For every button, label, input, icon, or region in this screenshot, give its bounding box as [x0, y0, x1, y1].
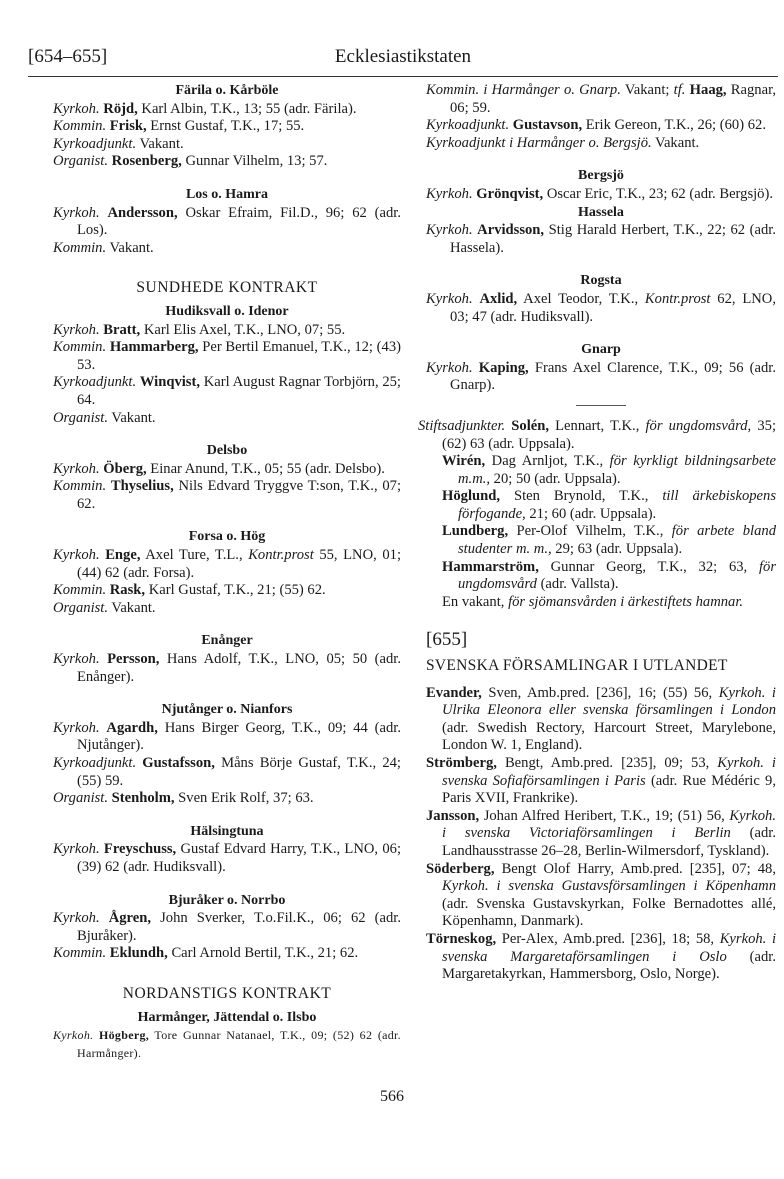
entry: [426, 291, 776, 326]
entry-list: [426, 685, 776, 984]
entry-list: [426, 360, 776, 395]
entry-list: [53, 720, 401, 808]
entry-text: Lennart, T.K.,: [549, 417, 646, 434]
person-name: Eklundh,: [109, 945, 168, 962]
entry-text: Ernst Gustaf, T.K., 17; 55.: [146, 118, 305, 135]
person-name: Hammarberg,: [109, 339, 199, 356]
entry-text: Vakant;: [620, 82, 674, 98]
entry-text: Vakant.: [106, 239, 154, 256]
entry-list: [426, 186, 776, 204]
role-label: Kyrkoadjunkt.: [426, 117, 510, 134]
entry: [426, 82, 776, 117]
entry-list: [53, 910, 401, 963]
person-name: Höglund,: [442, 488, 500, 505]
page-range: [654–655]: [28, 46, 108, 67]
role-label: Kyrkoadjunkt.: [53, 135, 137, 152]
entry-text: Stig Harald Herbert, T.K., 22; 62 (adr. Hassela).: [450, 222, 776, 256]
entry-text: 29; 63 (adr. Uppsala).: [551, 541, 683, 558]
entry-italic: till ärkebiskopens förfogande,: [458, 488, 776, 522]
parish-heading: Bjuråker o. Norrbo: [168, 892, 286, 908]
entry-list: [53, 651, 401, 686]
contract-heading: SUNDHEDE KONTRAKT: [136, 279, 318, 297]
entry: [426, 808, 776, 861]
entry-text: 35; (62) 63 (adr. Uppsala).: [442, 417, 776, 452]
entry-list: [53, 101, 401, 171]
entry: [426, 186, 776, 204]
entry-italic: Kyrkoh. i svenska Victoriaförsamlingen i Berlin: [442, 807, 776, 842]
entry-text: Per Bertil Emanuel, T.K., 12; (43) 53.: [77, 339, 401, 373]
entry-list: [53, 322, 401, 428]
entry-text: Vakant.: [108, 409, 156, 426]
entry-italic: Kyrkoh. i Ulrika Eleonora eller svenska församlingen i London: [442, 684, 776, 719]
entry-text: Vakant.: [108, 599, 156, 616]
entry-list: [53, 547, 401, 617]
entry-italic: för ungdomsvård,: [645, 417, 752, 434]
entry: [53, 790, 401, 808]
entry-text: Sven, Amb.pred. [236], 16; (55) 56,: [481, 684, 719, 701]
entry-text: En vakant,: [442, 593, 509, 610]
person-name: Axlid,: [479, 290, 518, 307]
entry-text: Axel Teodor, T.K.,: [517, 290, 645, 307]
person-name: Solén,: [511, 417, 550, 434]
entry-italic: för arbete bland studenter m. m.,: [458, 523, 776, 558]
role-label: Kommin. i Harmånger o. Gnarp.: [426, 82, 621, 98]
entry: [53, 118, 401, 136]
entry: [426, 360, 776, 395]
parish-heading: Forsa o. Hög: [188, 529, 266, 545]
page-header: [28, 44, 778, 77]
entry: [53, 374, 401, 409]
entry-list: [53, 1027, 401, 1062]
parish-heading: Bergsjö: [578, 168, 624, 184]
person-name: Ågren,: [108, 910, 152, 927]
section-heading: SVENSKA FÖRSAMLINGAR I UTLANDET: [426, 657, 728, 675]
person-name: Törneskog,: [426, 930, 497, 947]
adjunkt-entry: [418, 417, 776, 453]
entry: [53, 101, 401, 119]
role-label: Kommin.: [53, 339, 107, 356]
entry-text: (adr. Swedish Rectory, Harcourt Street, Marylebone, London W. 1, England).: [442, 719, 776, 754]
parish-heading: Los o. Hamra: [185, 186, 269, 202]
entry-italic: för kyrkligt bildningsarbete m.m.,: [458, 453, 776, 487]
person-name: Grönqvist,: [476, 185, 544, 202]
page-marker: [655]: [426, 629, 468, 651]
role-label: Kyrkoadjunkt.: [53, 374, 137, 391]
person-name: Rask,: [109, 582, 146, 599]
entry: [53, 240, 401, 258]
entry-text: Per-Alex, Amb.pred. [236], 18; 58,: [496, 930, 720, 947]
role-label: Organist.: [53, 409, 109, 426]
role-label: Kyrkoh.: [426, 359, 473, 376]
role-label: Kommin.: [53, 582, 107, 599]
entry: [53, 322, 401, 340]
role-label: Kyrkoh.: [53, 719, 100, 736]
entry-italic: Kyrkoh. i svenska Gustavsförsamlingen i Köpenhamn: [442, 878, 776, 895]
role-label: Organist.: [53, 153, 109, 170]
person-name: Strömberg,: [426, 755, 497, 771]
person-name: Rosenberg,: [111, 153, 182, 170]
role-label: Stiftsadjunkter.: [418, 417, 506, 434]
entry: [53, 136, 401, 154]
entry-text: Oskar Efraim, Fil.D., 96; 62 (adr. Los).: [77, 204, 401, 239]
person-name: Evander,: [426, 684, 482, 701]
entry-list: [426, 82, 776, 152]
parish-heading: Delsbo: [206, 443, 248, 459]
entry-text: Karl Elis Axel, T.K., LNO, 07; 55.: [140, 321, 346, 338]
entry-text: (adr. Svenska Gustavskyrkan, Folke Bernadottes allé, Köpenhamn, Danmark).: [442, 895, 776, 930]
person-name: Söderberg,: [426, 860, 495, 877]
parish-heading: Enånger: [201, 633, 253, 649]
parish-heading: Rogsta: [580, 273, 622, 289]
role-label: Kyrkoh.: [53, 1028, 94, 1043]
entry-text: John Sverker, T.o.Fil.K., 06; 62 (adr. Bjuråker).: [77, 910, 401, 944]
entry: [53, 339, 401, 374]
role-label: Kyrkoadjunkt.: [53, 755, 137, 771]
entry-text: Gunnar Georg, T.K., 32; 63,: [538, 558, 759, 575]
role-label: Kommin.: [53, 118, 107, 135]
person-name: Winqvist,: [139, 374, 200, 391]
role-label: Kyrkoh.: [53, 547, 100, 564]
person-name: Agardh,: [106, 719, 158, 736]
role-label: Organist.: [53, 790, 109, 807]
entry-text: Frans Axel Clarence, T.K., 09; 56 (adr. Gnarp).: [450, 359, 776, 394]
entry-text: Bengt Olof Harry, Amb.pred. [235], 07; 48,: [494, 860, 776, 877]
entry-text: Måns Börje Gustaf, T.K., 24; (55) 59.: [77, 755, 401, 789]
parish-heading: Gnarp: [581, 342, 621, 358]
entry-text: Sven Erik Rolf, 37; 63.: [174, 790, 314, 807]
entry-text: Oscar Eric, T.K., 23; 62 (adr. Bergsjö).: [543, 185, 773, 202]
entry-text: Gustaf Edvard Harry, T.K., LNO, 06; (39) 62 (adr. Hudiksvall).: [77, 841, 401, 875]
entry-text: Johan Alfred Heribert, T.K., 19; (51) 56,: [479, 807, 730, 824]
entry: [442, 559, 776, 594]
entry: [426, 117, 776, 135]
entry: [53, 153, 401, 171]
role-label: Kyrkoh.: [426, 185, 473, 202]
entry-text: 21; 60 (adr. Uppsala).: [525, 505, 657, 522]
entry-text: Sten Brynold, T.K.,: [500, 488, 663, 505]
person-name: Haag,: [685, 82, 727, 98]
entry: [426, 861, 776, 931]
entry-italic: Kyrkoh. i svenska Margaretaförsamlingen i Oslo: [442, 930, 776, 965]
entry: [53, 945, 401, 963]
entry-text: Axel Ture, T.L.,: [140, 547, 249, 564]
role-label: Kommin.: [53, 239, 107, 256]
entry-italic: Kyrkoh. i svenska Sofiaförsamlingen i Paris: [442, 755, 776, 789]
entry: [53, 600, 401, 618]
person-name: Lundberg,: [442, 523, 509, 540]
person-name: Thyselius,: [110, 478, 174, 495]
role-label: Kyrkoh.: [53, 100, 100, 117]
person-name: Andersson,: [107, 204, 178, 221]
entry-text: Einar Anund, T.K., 05; 55 (adr. Delsbo).: [146, 460, 385, 477]
person-name: Bratt,: [103, 321, 141, 338]
person-name: Gustafsson,: [142, 755, 215, 771]
role-label: Kyrkoh.: [53, 651, 100, 668]
entry: [53, 651, 401, 686]
divider: [576, 405, 626, 406]
entry-text: Erik Gereon, T.K., 26; (60) 62.: [582, 117, 766, 134]
entry-text: Dag Arnljot, T.K.,: [485, 453, 610, 470]
entry-text: Hans Birger Georg, T.K., 09; 44 (adr. Njutånger).: [77, 719, 401, 754]
entry-italic: Kontr.prost: [644, 290, 711, 307]
person-name: Jansson,: [426, 807, 480, 824]
entry-italic: för sjömansvården i ärkestiftets hamnar.: [508, 593, 744, 610]
entry: [426, 755, 776, 808]
entry: [426, 135, 776, 153]
entry: [53, 205, 401, 240]
parish-heading: Harmånger, Jättendal o. Ilsbo: [137, 1009, 317, 1025]
person-name: Enge,: [105, 547, 141, 564]
role-label: Kyrkoh.: [53, 841, 100, 858]
person-name: Wirén,: [442, 453, 486, 470]
entry-text: Ragnar, 06; 59.: [450, 82, 776, 116]
person-name: Freyschuss,: [103, 841, 177, 858]
person-name: Kaping,: [478, 359, 529, 376]
entry-text: Karl Gustaf, T.K., 21; (55) 62.: [145, 582, 326, 599]
entry: [426, 931, 776, 984]
entry-list: [53, 841, 401, 876]
person-name: Arvidsson,: [477, 222, 545, 239]
entry-text: (adr. Margaretakyrkan, Hammersborg, Oslo, Norge).: [442, 948, 776, 983]
entry-text: Hans Adolf, T.K., LNO, 05; 50 (adr. Enånger).: [77, 651, 401, 685]
entry-text: Karl Albin, T.K., 13; 55 (adr. Färila).: [137, 100, 357, 117]
entry-italic: för ungdomsvård: [458, 558, 776, 593]
person-name: Gustavson,: [512, 117, 583, 134]
entry-list: [426, 453, 776, 611]
entry-list: [426, 222, 776, 257]
entry-text: Karl August Ragnar Torbjörn, 25; 64.: [77, 374, 401, 408]
parish-heading: Hassela: [578, 204, 624, 220]
entry: [53, 410, 401, 428]
right-column: [418, 82, 776, 984]
entry-text: Gunnar Vilhelm, 13; 57.: [181, 153, 328, 170]
entry-text: 55, LNO, 01; (44) 62 (adr. Forsa).: [77, 547, 401, 581]
entry: [53, 478, 401, 513]
entry: [426, 222, 776, 257]
entry: [53, 582, 401, 600]
role-label: Kyrkoh.: [53, 321, 100, 338]
entry-text: (adr. Rue Médéric 9, Paris XVII, Frankrike).: [442, 772, 776, 807]
entry-text: (adr. Landhausstrasse 26–28, Berlin-Wilmersdorf, Tyskland).: [442, 825, 776, 859]
person-name: Röjd,: [103, 100, 138, 117]
parish-heading: Färila o. Kårböle: [175, 83, 279, 98]
entry: [442, 594, 776, 612]
entry-text: Tore Gunnar Natanael, T.K., 09; (52) 62 (adr. Harmånger).: [77, 1028, 401, 1060]
role-label: Kyrkoh.: [426, 222, 473, 239]
entry-text: (adr. Vallsta).: [536, 576, 619, 593]
person-name: Högberg,: [99, 1028, 150, 1043]
contract-heading: NORDANSTIGS KONTRAKT: [122, 984, 332, 1002]
person-name: Stenholm,: [111, 790, 175, 807]
running-title: Ecklesiastikstaten: [334, 46, 472, 67]
stiftsadjunkter-block: [418, 417, 776, 612]
entry-text: Bengt, Amb.pred. [235], 09; 53,: [496, 755, 718, 771]
person-name: Persson,: [107, 651, 160, 668]
entry-list: [53, 461, 401, 514]
entry: [53, 1027, 401, 1062]
entry-italic: tf.: [673, 82, 686, 98]
entry: [442, 523, 776, 558]
entry: [442, 453, 776, 488]
entry: [442, 488, 776, 523]
parish-heading: Hudiksvall o. Idenor: [165, 303, 289, 319]
role-label: Kyrkoadjunkt i Harmånger o. Bergsjö.: [426, 134, 652, 151]
entry: [53, 910, 401, 945]
role-label: Kommin.: [53, 945, 107, 962]
entry: [53, 461, 401, 479]
entry-text: 20; 50 (adr. Uppsala).: [490, 470, 621, 487]
parish-heading: Njutånger o. Nianfors: [161, 702, 293, 718]
role-label: Kommin.: [53, 478, 107, 495]
entry-text: 62, LNO, 03; 47 (adr. Hudiksvall).: [450, 290, 776, 325]
left-column: [53, 82, 401, 1062]
entry-list: [426, 291, 776, 326]
page-number: 566: [380, 1088, 404, 1105]
entry-italic: Kontr.prost: [248, 547, 314, 564]
parish-heading: Hälsingtuna: [190, 823, 264, 839]
role-label: Kyrkoh.: [53, 204, 100, 221]
entry-text: Vakant.: [651, 134, 700, 151]
entry: [426, 685, 776, 755]
entry: [53, 755, 401, 790]
entry-text: Per-Olof Vilhelm, T.K.,: [508, 523, 672, 540]
entry-text: Vakant.: [136, 135, 184, 152]
person-name: Öberg,: [103, 460, 147, 477]
entry-text: Nils Edvard Tryggve T:son, T.K., 07; 62.: [77, 478, 401, 512]
role-label: Kyrkoh.: [426, 290, 473, 307]
role-label: Kyrkoh.: [53, 910, 100, 927]
person-name: Frisk,: [109, 118, 147, 135]
entry-text: Carl Arnold Bertil, T.K., 21; 62.: [167, 945, 359, 962]
entry-list: [53, 205, 401, 258]
role-label: Kyrkoh.: [53, 460, 100, 477]
entry: [53, 720, 401, 755]
person-name: Hammarström,: [442, 558, 539, 575]
entry: [53, 841, 401, 876]
role-label: Organist.: [53, 599, 109, 616]
entry: [53, 547, 401, 582]
